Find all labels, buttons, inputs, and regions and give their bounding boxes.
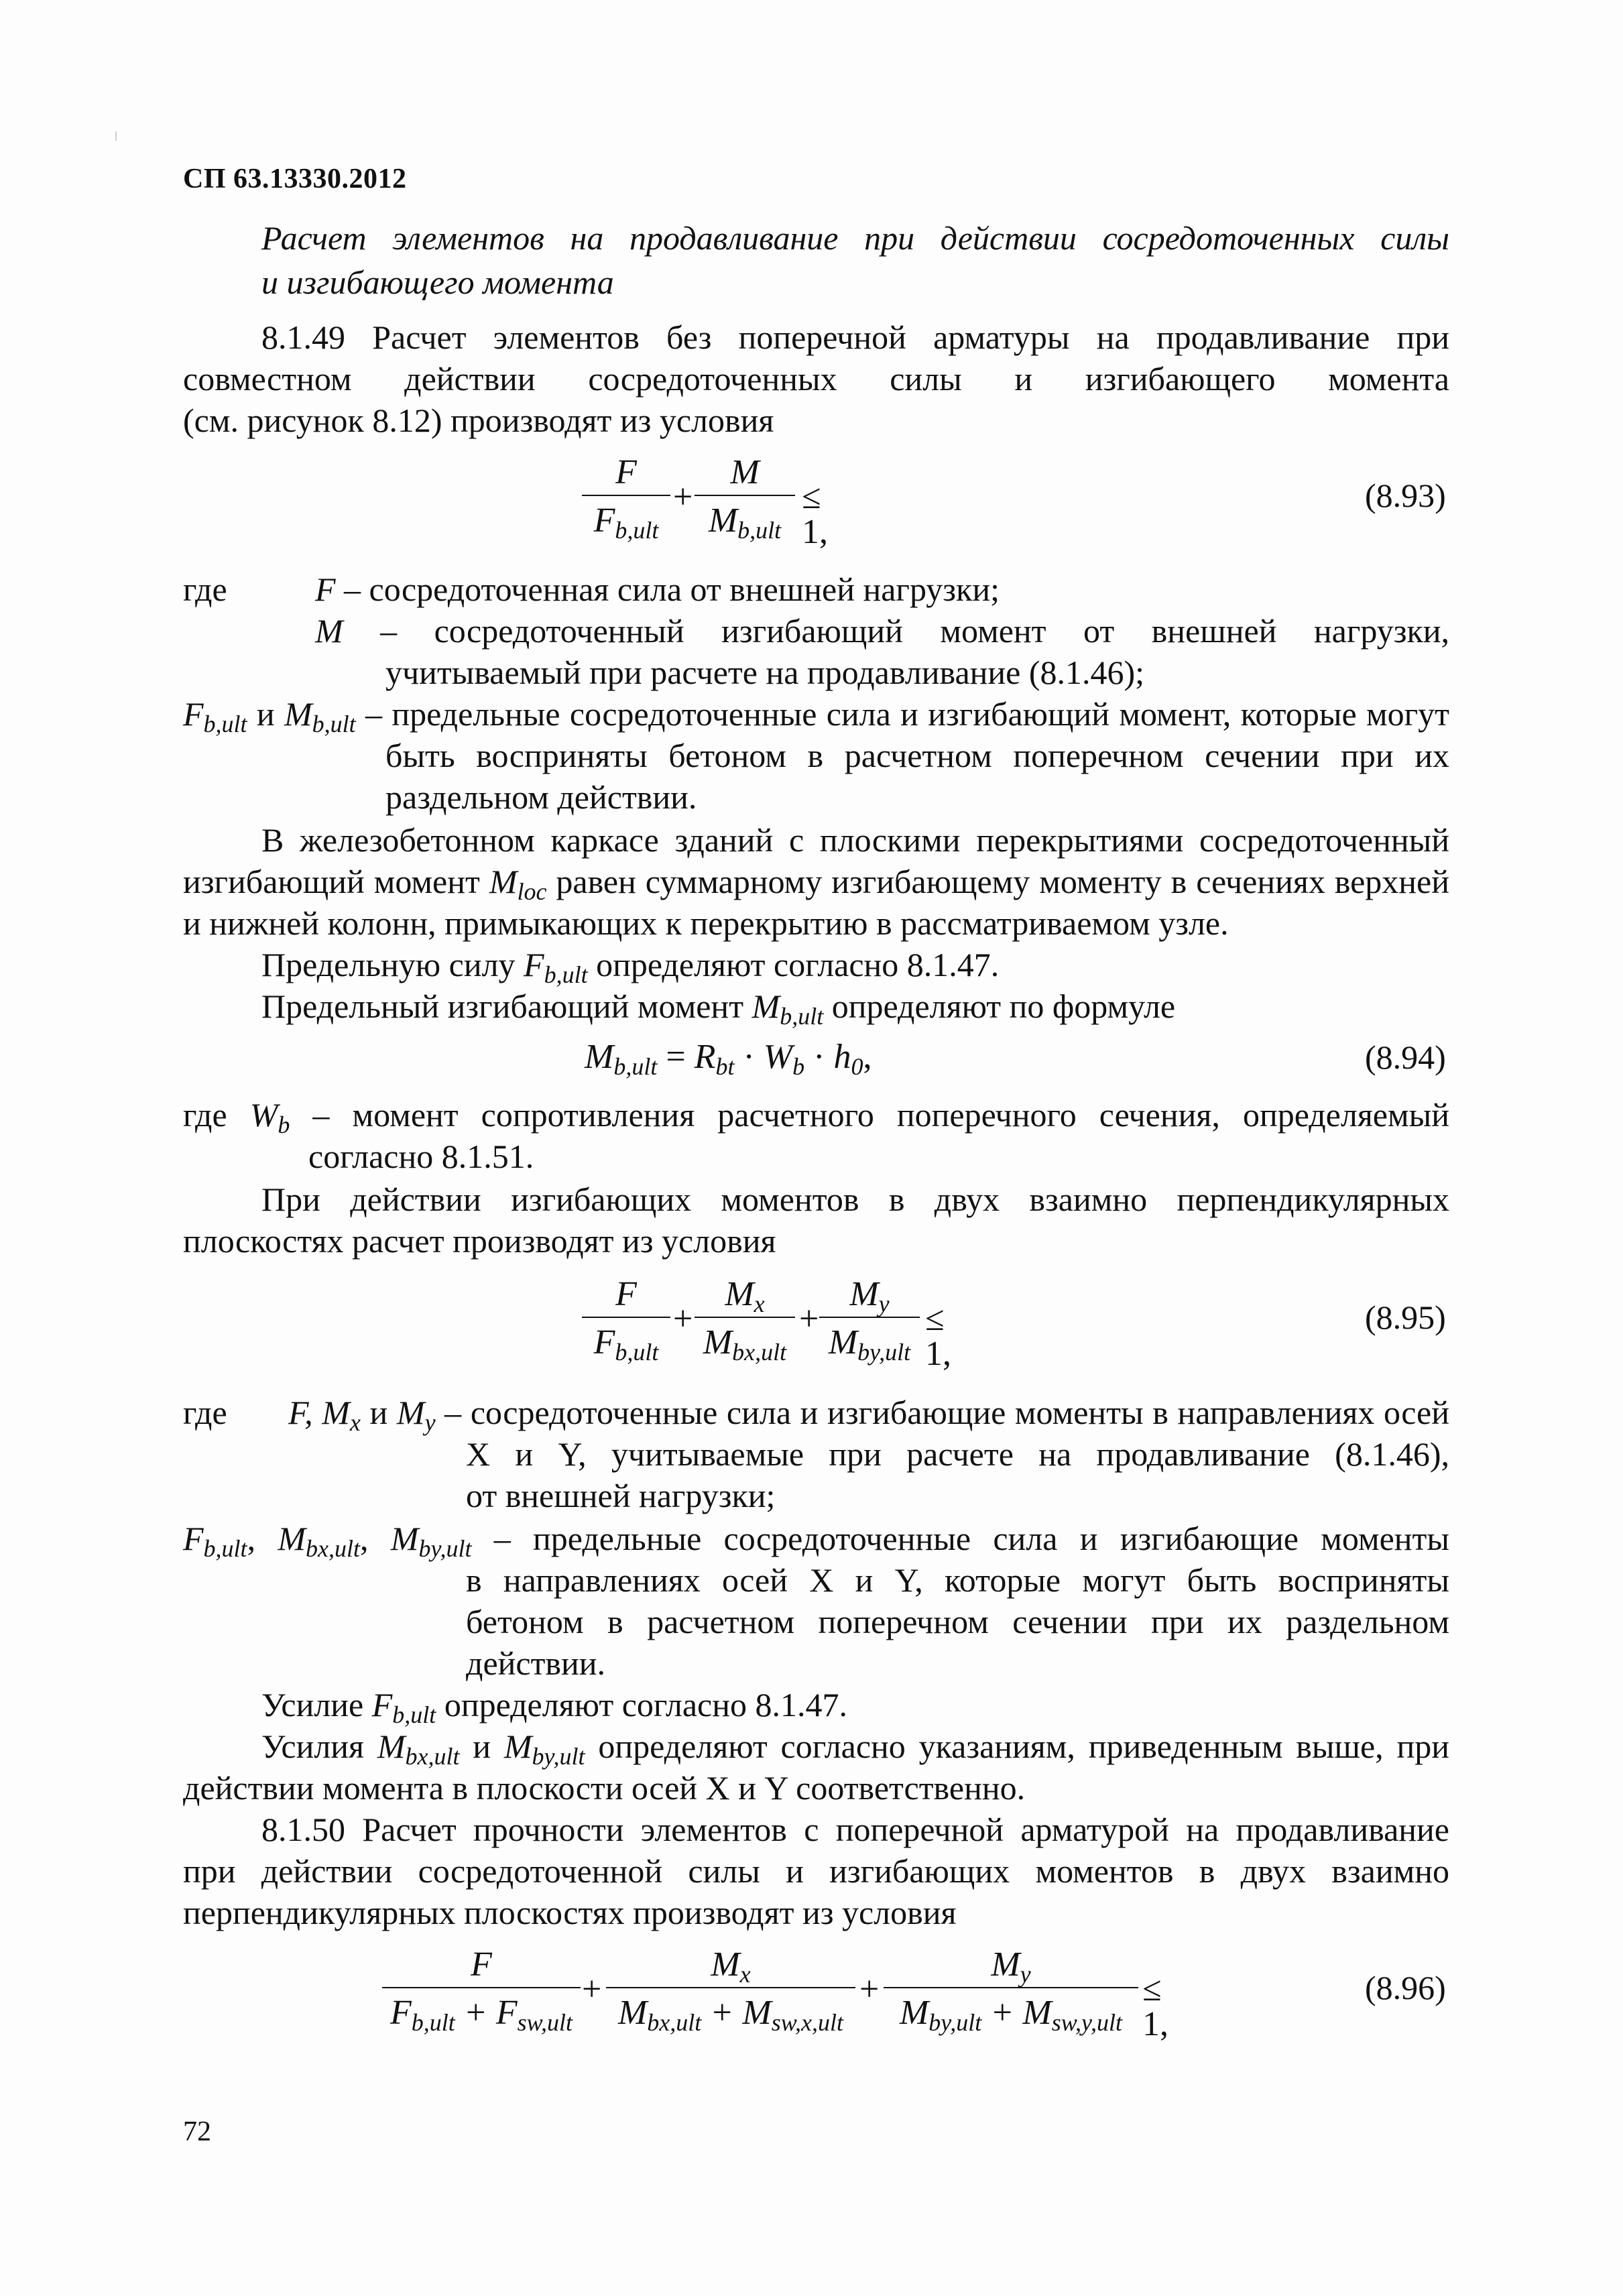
paragraph-two-planes-line-1: При действии изгибающих моментов в двух взаимно перпендикулярных: [261, 1181, 1449, 1218]
definition-fbult-mbult-line-3: раздельном действии.: [385, 778, 697, 816]
plus-sign: +: [582, 1970, 602, 2008]
paragraph-8-1-49-line-2: совместном действии сосредоточенных силы и изгибающего момента: [183, 360, 1449, 398]
equation-number-8-94: (8.94): [1365, 1038, 1446, 1076]
definition-limits-line-1: $F_{b,ult}$, $M_{bx,ult}$, $M_{by,ult}$ – предельные сосредоточенные сила и изгибающие моменты: [183, 1520, 1449, 1562]
paragraph-limit-moment: Предельный изгибающий момент $M_{b,ult}$ определяют по формуле: [261, 987, 1176, 1030]
paragraph-frame-line-2: изгибающий момент $M_{loc}$ равен суммарному изгибающему моменту в сечениях верхней: [183, 863, 1450, 905]
equation-number-8-96: (8.96): [1365, 1969, 1446, 2006]
paragraph-8-1-50-line-2: при действии сосредоточенной силы и изгибающих моментов в двух взаимно: [183, 1852, 1449, 1890]
paragraph-effort-f: Усилие $F_{b,ult}$ определяют согласно 8.1.47.: [261, 1686, 847, 1728]
fraction-f-over-fbult-2: F Fb,ult: [582, 1272, 670, 1365]
definition-m-line-1: M – сосредоточенный изгибающий момент от внешней нагрузки,: [315, 612, 1449, 650]
definition-limits-line-2: в направлениях осей X и Y, которые могут быть восприняты: [466, 1561, 1449, 1599]
definition-fbult-mbult-line-2: быть восприняты бетоном в расчетном поперечном сечении при их: [385, 737, 1449, 774]
paragraph-8-1-50-line-1: 8.1.50 Расчет прочности элементов с поперечной арматурой на продавливание: [261, 1811, 1449, 1848]
section-title-line-1: Расчет элементов на продавливание при действии сосредоточенных силы: [261, 219, 1449, 257]
where-label: где: [183, 1394, 227, 1431]
section-title-line-2: и изгибающего момента: [261, 263, 614, 301]
fraction-my-over-sum: My Mby,ult + Msw,y,ult: [884, 1943, 1138, 2035]
section-title: [261, 216, 1449, 304]
fraction-f-over-sum: F Fb,ult + Fsw,ult: [382, 1943, 581, 2035]
fraction-f-over-fbult: F Fb,ult: [582, 450, 670, 543]
fraction-m-over-mbult: M Mb,ult: [695, 450, 795, 543]
definition-f-mx-my-line-3: от внешней нагрузки;: [466, 1477, 776, 1514]
where-label: где: [183, 570, 227, 608]
plus-sign: +: [799, 1300, 819, 1338]
paragraph-two-planes-line-2: плоскостях расчет производят из условия: [183, 1222, 776, 1260]
paragraph-frame-line-1: В железобетонном каркасе зданий с плоскими перекрытиями сосредоточенный: [261, 821, 1449, 859]
paragraph-effort-m-line-2: действии момента в плоскости осей X и Y соответственно.: [183, 1769, 1026, 1807]
definition-wb-line-2: согласно 8.1.51.: [308, 1138, 534, 1175]
plus-sign: +: [673, 478, 693, 516]
definition-m-line-2: учитываемый при расчете на продавливание (8.1.46);: [385, 654, 1145, 691]
paragraph-8-1-49-line-3: (см. рисунок 8.12) производят из условия: [183, 402, 774, 439]
relation-le-one: ≤ 1,: [802, 478, 828, 551]
fraction-mx-over-mbxult: Mx Mbx,ult: [695, 1272, 795, 1365]
equation-number-8-93: (8.93): [1365, 477, 1446, 514]
definition-limits-line-4: действии.: [466, 1644, 606, 1682]
plus-sign: +: [673, 1300, 693, 1338]
paragraph-8-1-50-line-3: перпендикулярных плоскостях производят из условия: [183, 1894, 957, 1931]
definition-f: F – сосредоточенная сила от внешней нагрузки;: [315, 570, 1000, 608]
formula-8-94: Mb,ult = Rbt · Wb · h0,: [585, 1038, 872, 1080]
definition-limits-line-3: бетоном в расчетном поперечном сечении при их раздельном: [466, 1603, 1449, 1640]
definition-fbult-mbult-line-1: $F_{b,ult}$ и $M_{b,ult}$ – предельные сосредоточенные сила и изгибающий момент, которые могут: [183, 695, 1449, 737]
definition-wb-line-1: где $W_b$ – момент сопротивления расчетного поперечного сечения, определяемый: [183, 1096, 1449, 1138]
fraction-mx-over-sum: Mx Mbx,ult + Msw,x,ult: [606, 1943, 855, 2035]
paragraph-frame-line-3: и нижней колонн, примыкающих к перекрытию в рассматриваемом узле.: [183, 904, 1229, 942]
fraction-my-over-mbyult: My Mby,ult: [819, 1272, 920, 1365]
paragraph-effort-m-line-1: Усилия $M_{bx,ult}$ и $M_{by,ult}$ определяют согласно указаниям, приведенным выше, при: [261, 1728, 1449, 1770]
paragraph-8-1-49-line-1: 8.1.49 Расчет элементов без поперечной арматуры на продавливание при: [261, 318, 1449, 356]
relation-le-one: ≤ 1,: [925, 1300, 951, 1373]
equation-number-8-95: (8.95): [1365, 1298, 1446, 1336]
paragraph-limit-force: Предельную силу $F_{b,ult}$ определяют согласно 8.1.47.: [261, 946, 1000, 988]
document-code-header: СП 63.13330.2012: [183, 164, 407, 194]
definition-f-mx-my-line-2: X и Y, учитываемые при расчете на продавливание (8.1.46),: [466, 1435, 1449, 1473]
plus-sign: +: [859, 1970, 880, 2008]
relation-le-one: ≤ 1,: [1142, 1970, 1168, 2043]
page-number: 72: [183, 2116, 211, 2147]
scan-artifact: [115, 131, 117, 141]
definition-f-mx-my-line-1: F, $M_x$ и $M_y$ – сосредоточенные сила и изгибающие моменты в направлениях осей: [288, 1394, 1449, 1436]
